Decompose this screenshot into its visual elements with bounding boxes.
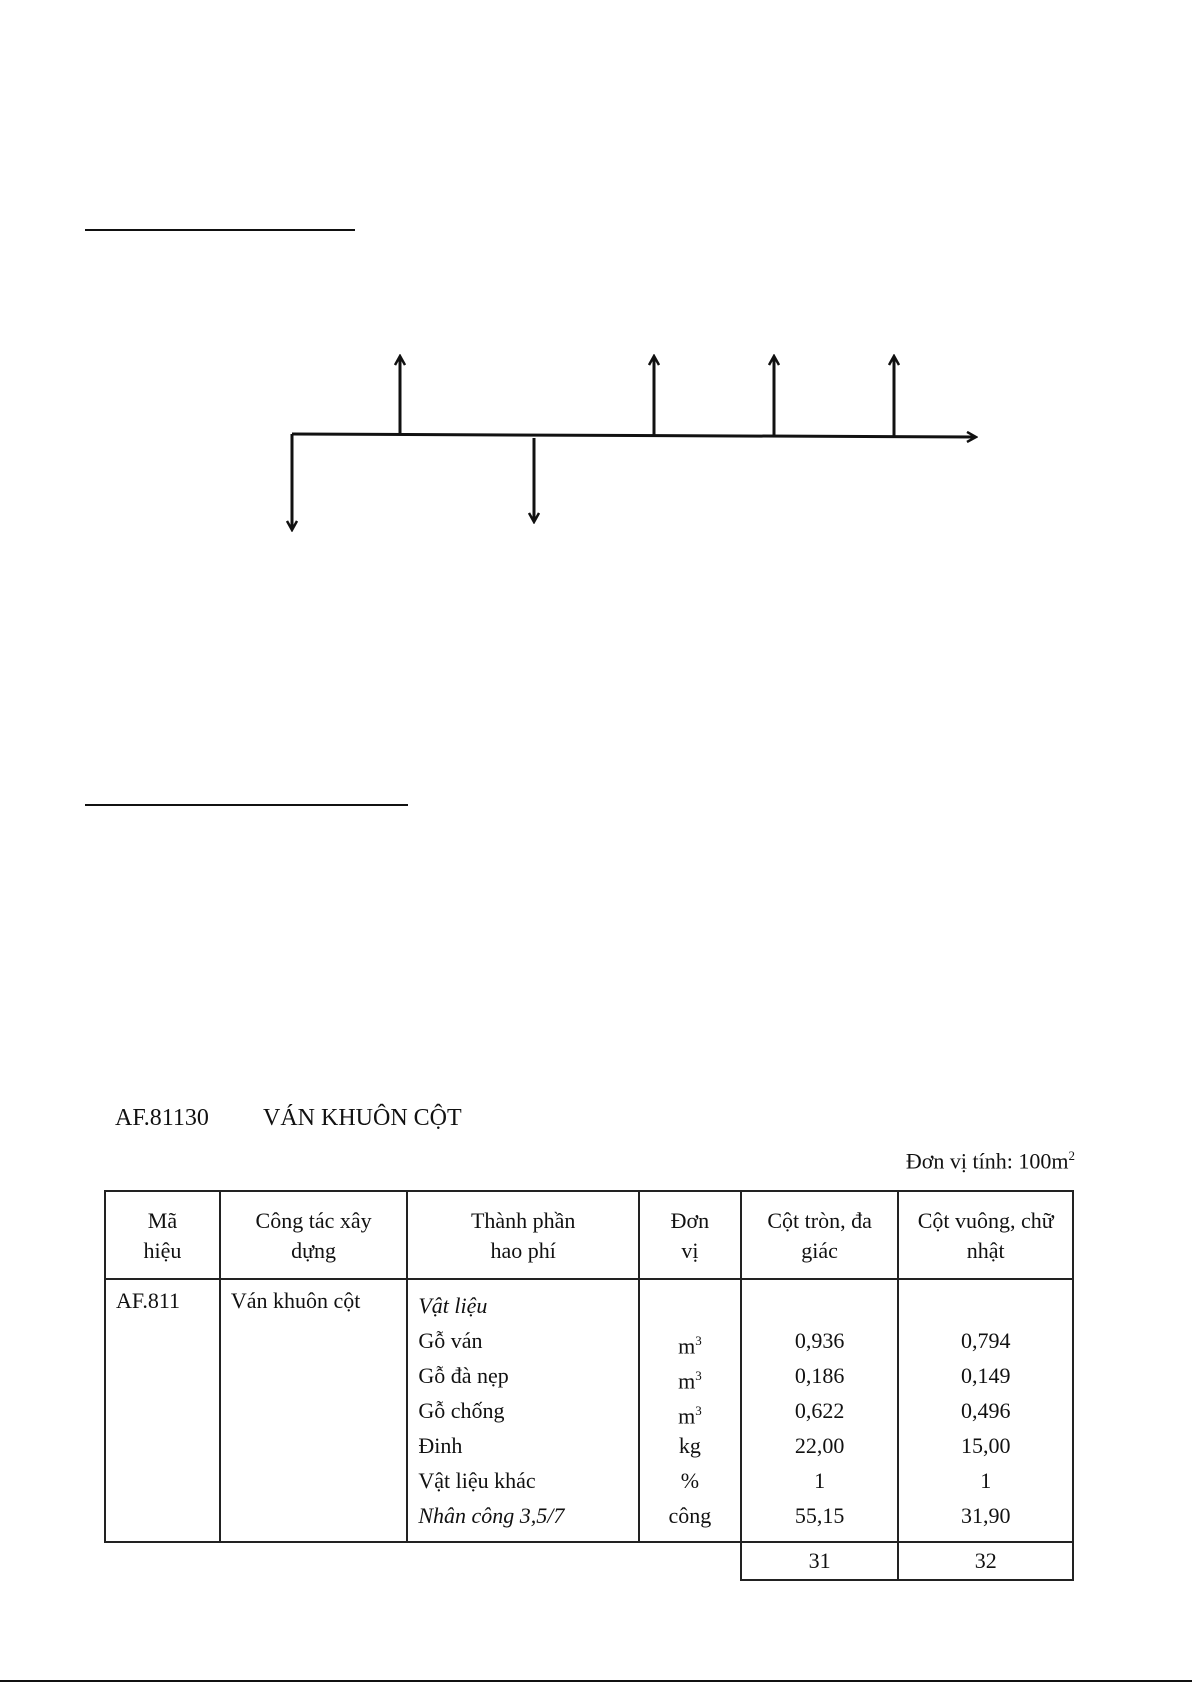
component-round-5: 1 bbox=[814, 1468, 826, 1493]
norm-code: AF.81130 bbox=[115, 1105, 209, 1131]
component-unit-4: kg bbox=[678, 1433, 701, 1458]
norm-heading bbox=[115, 1105, 462, 1132]
header-square-column: Cột vuông, chữ nhật bbox=[898, 1191, 1073, 1279]
cell-units bbox=[639, 1279, 741, 1542]
component-name-2: Gỗ đà nẹp bbox=[418, 1363, 509, 1388]
component-name-5: Vật liệu khác bbox=[418, 1468, 536, 1493]
component-round-3: 0,622 bbox=[794, 1398, 845, 1423]
table-row bbox=[105, 1279, 1073, 1542]
component-name-4: Đinh bbox=[418, 1433, 463, 1458]
component-square-0 bbox=[909, 1288, 1062, 1323]
component-square-1: 0,794 bbox=[960, 1328, 1011, 1353]
timeline-axis bbox=[292, 434, 976, 437]
section-underline-2 bbox=[85, 804, 408, 806]
component-unit-6: công bbox=[668, 1503, 712, 1528]
page-bottom-rule bbox=[0, 1680, 1192, 1682]
table-header-row bbox=[105, 1191, 1073, 1279]
header-work: Công tác xây dựng bbox=[220, 1191, 407, 1279]
unit-exponent: 3 bbox=[695, 1333, 702, 1348]
component-round-0 bbox=[752, 1288, 888, 1323]
component-round-4: 22,00 bbox=[794, 1433, 845, 1458]
component-unit-2: $m^3$ bbox=[678, 1368, 702, 1394]
component-name-1: Gỗ ván bbox=[418, 1328, 483, 1353]
norm-table bbox=[104, 1190, 1074, 1581]
header-component: Thành phần hao phí bbox=[407, 1191, 639, 1279]
component-square-2: 0,149 bbox=[960, 1363, 1011, 1388]
cell-components bbox=[407, 1279, 639, 1542]
component-name-3: Gỗ chống bbox=[418, 1398, 505, 1423]
component-name-0: Vật liệu bbox=[418, 1293, 488, 1318]
unit-exponent: 3 bbox=[695, 1403, 702, 1418]
component-unit-0 bbox=[650, 1288, 730, 1323]
component-square-6: 31,90 bbox=[960, 1503, 1011, 1528]
cell-square-values bbox=[898, 1279, 1073, 1542]
norm-title: VÁN KHUÔN CỘT bbox=[263, 1105, 462, 1131]
unit-exponent: 3 bbox=[695, 1368, 702, 1383]
header-unit: Đơn vị bbox=[639, 1191, 741, 1279]
component-name-6: Nhân công 3,5/7 bbox=[418, 1503, 565, 1528]
component-unit-1: $m^3$ bbox=[678, 1333, 702, 1359]
component-unit-5: % bbox=[680, 1468, 700, 1493]
unit-exponent: 2 bbox=[1068, 1148, 1075, 1163]
header-round-column: Cột tròn, đa giác bbox=[741, 1191, 899, 1279]
column-number-spacer bbox=[105, 1542, 741, 1580]
cash-flow-diagram bbox=[0, 0, 1192, 560]
component-square-4: 15,00 bbox=[960, 1433, 1011, 1458]
component-square-3: 0,496 bbox=[960, 1398, 1011, 1423]
column-number-round: 31 bbox=[741, 1542, 899, 1580]
cell-round-values bbox=[741, 1279, 899, 1542]
component-round-6: 55,15 bbox=[794, 1503, 845, 1528]
cell-work: Ván khuôn cột bbox=[220, 1279, 407, 1542]
cell-code: AF.811 bbox=[105, 1279, 220, 1542]
header-code: Mã hiệu bbox=[105, 1191, 220, 1279]
component-round-1: 0,936 bbox=[794, 1328, 845, 1353]
column-number-row bbox=[105, 1542, 1073, 1580]
unit-label: Đơn vị tính: 100m bbox=[905, 1148, 1069, 1174]
unit-of-measure bbox=[906, 1148, 1075, 1174]
component-unit-3: $m^3$ bbox=[678, 1403, 702, 1429]
component-square-5: 1 bbox=[980, 1468, 992, 1493]
column-number-square: 32 bbox=[898, 1542, 1073, 1580]
component-round-2: 0,186 bbox=[794, 1363, 845, 1388]
